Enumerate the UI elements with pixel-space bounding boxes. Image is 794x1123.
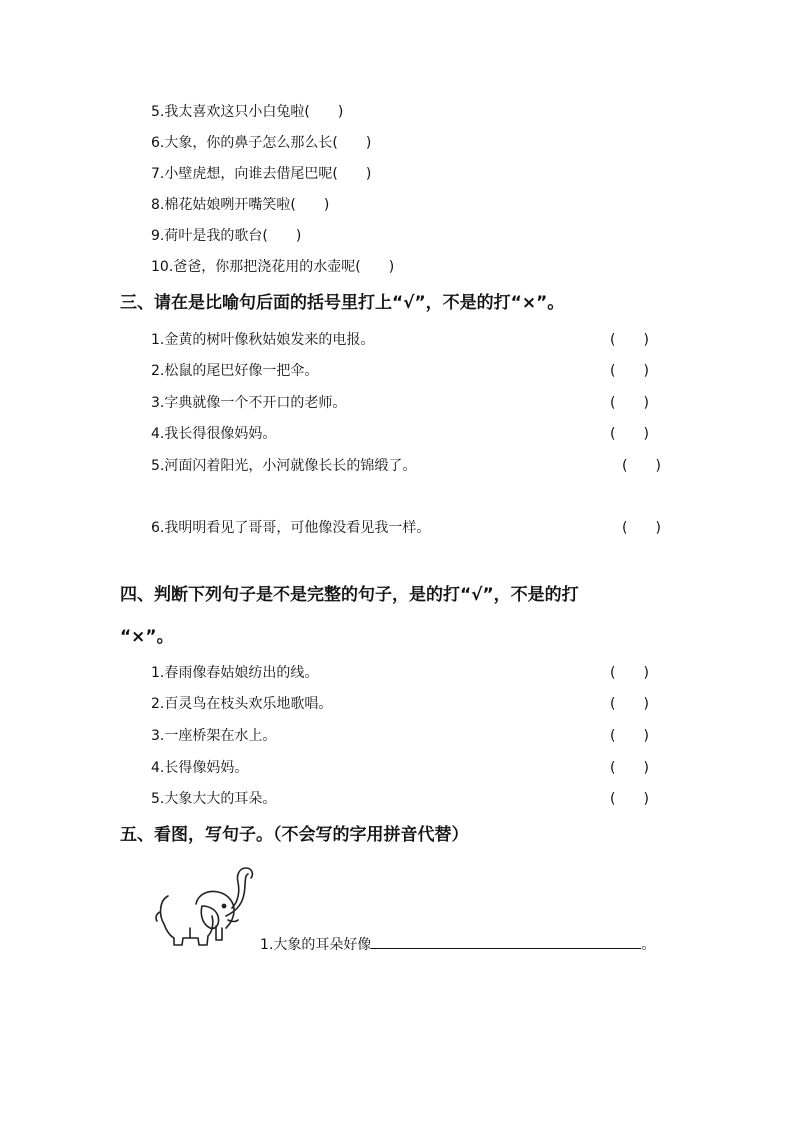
- sentence-end-mark: 。: [641, 937, 656, 953]
- section4-item-3: 3.一座桥架在水上。: [151, 728, 277, 744]
- section3-answer-1[interactable]: ( ): [610, 332, 649, 348]
- section2-item-10: 10.爸爸，你那把浇花用的水壶呢( ): [151, 259, 395, 275]
- section4-answer-3[interactable]: ( ): [610, 728, 649, 744]
- section2-item-8: 8.棉花姑娘咧开嘴笑啦( ): [151, 197, 330, 213]
- section3-answer-4[interactable]: ( ): [610, 426, 649, 442]
- section4-item-5: 5.大象大大的耳朵。: [151, 791, 277, 807]
- section3-item-4: 4.我长得很像妈妈。: [151, 426, 277, 442]
- section2-item-6: 6.大象，你的鼻子怎么那么长( ): [151, 135, 372, 151]
- section2-item-9: 9.荷叶是我的歌台( ): [151, 228, 302, 244]
- section3-item-2: 2.松鼠的尾巴好像一把伞。: [151, 363, 319, 379]
- answer-blank[interactable]: [371, 934, 641, 949]
- section4-answer-1[interactable]: ( ): [610, 665, 649, 681]
- section3-item-1: 1.金黄的树叶像秋姑娘发来的电报。: [151, 332, 375, 348]
- section4-answer-5[interactable]: ( ): [610, 791, 649, 807]
- elephant-icon: [152, 866, 260, 946]
- section3-item-6: 6.我明明看见了哥哥，可他像没看见我一样。: [151, 520, 431, 536]
- section4-answer-2[interactable]: ( ): [610, 696, 649, 712]
- section5-prompt-line: [260, 934, 655, 954]
- section3-answer-3[interactable]: ( ): [610, 395, 649, 411]
- section3-answer-2[interactable]: ( ): [610, 363, 649, 379]
- section3-heading: 三、请在是比喻句后面的括号里打上“√”，不是的打“×”。: [120, 293, 565, 313]
- section4-heading: 四、判断下列句子是不是完整的句子，是的打“√”，不是的打: [120, 585, 579, 605]
- section4-item-1: 1.春雨像春姑娘纺出的线。: [151, 665, 319, 681]
- section3-item-5: 5.河面闪着阳光，小河就像长长的锦缎了。: [151, 458, 417, 474]
- section3-answer-5[interactable]: ( ): [622, 458, 661, 474]
- section2-item-5: 5.我太喜欢这只小白兔啦( ): [151, 104, 344, 120]
- section4-item-2: 2.百灵鸟在枝头欢乐地歌唱。: [151, 696, 333, 712]
- section5-heading: 五、看图，写句子。（不会写的字用拼音代替）: [120, 825, 469, 845]
- section4-heading-cont: “×”。: [120, 627, 174, 647]
- section5-prompt: 1.大象的耳朵好像: [260, 937, 372, 953]
- section2-item-7: 7.小壁虎想，向谁去借尾巴呢( ): [151, 166, 372, 182]
- section3-answer-6[interactable]: ( ): [622, 520, 661, 536]
- section3-item-3: 3.字典就像一个不开口的老师。: [151, 395, 347, 411]
- section4-answer-4[interactable]: ( ): [610, 760, 649, 776]
- section4-item-4: 4.长得像妈妈。: [151, 760, 249, 776]
